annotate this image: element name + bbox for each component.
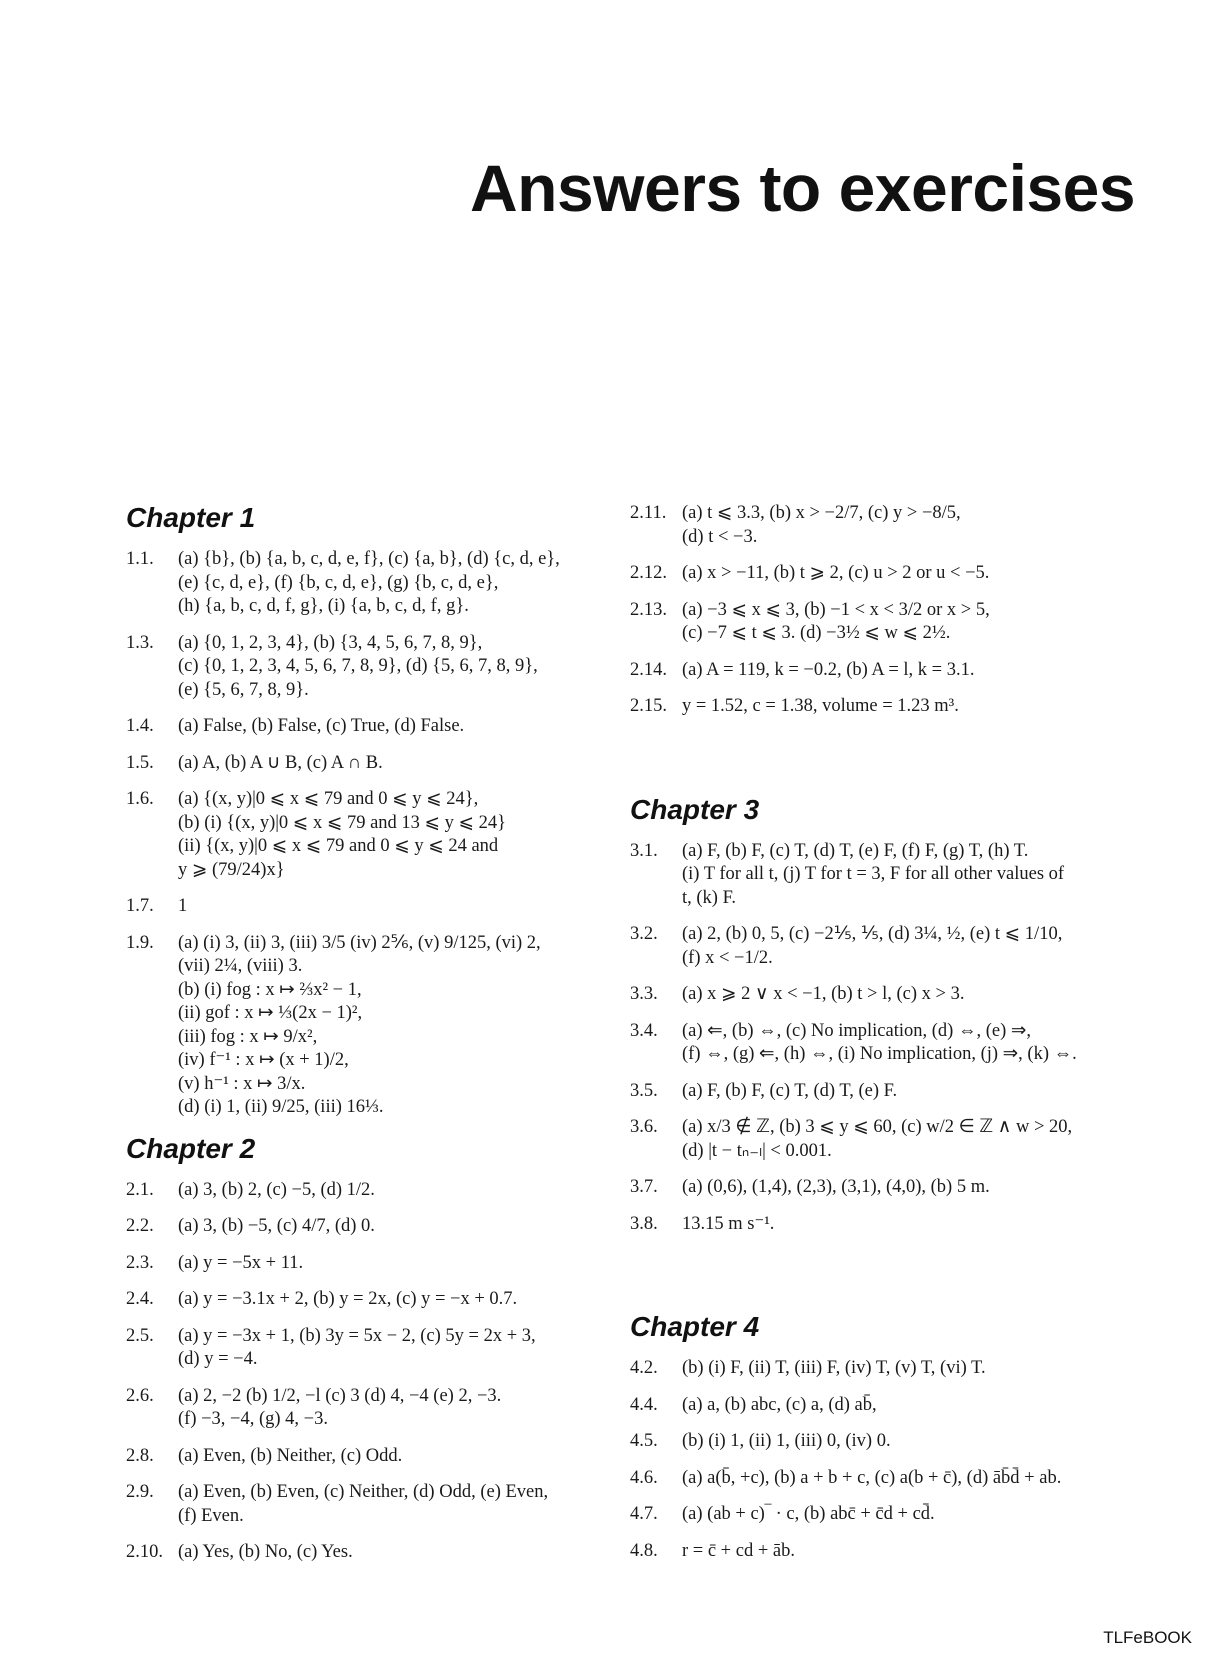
exercise-number: 2.6. <box>126 1385 154 1406</box>
chapter-heading: Chapter 2 <box>126 1132 256 1164</box>
answer-entry <box>126 1179 626 1203</box>
answer-text <box>178 895 626 919</box>
answer-line: (a) 2, −2 (b) 1/2, −l (c) 3 (d) 4, −4 (e) 2, −3. <box>178 1385 502 1406</box>
answer-entry <box>126 895 626 919</box>
answer-line: (c) −7 ⩽ t ⩽ 3. (d) −3½ ⩽ w ⩽ 2½. <box>682 623 951 643</box>
answer-line: (a) y = −3x + 1, (b) 3y = 5x − 2, (c) 5y = 2x + 3, <box>178 1325 536 1346</box>
answer-text <box>682 1116 1130 1163</box>
answer-line: (d) t < −3. <box>682 526 758 547</box>
answer-text <box>682 923 1130 970</box>
exercise-number: 3.8. <box>630 1213 658 1234</box>
answer-line: (f) x < −1/2. <box>682 947 773 968</box>
answer-line: (a) {0, 1, 2, 3, 4}, (b) {3, 4, 5, 6, 7, 8, 9}, <box>178 632 483 653</box>
answer-line: (iv) f⁻¹ : x ↦ (x + 1)/2, <box>178 1050 349 1070</box>
answer-entry <box>630 1116 1130 1163</box>
answer-line: 13.15 m s⁻¹. <box>682 1213 775 1234</box>
answer-entry <box>126 1541 626 1565</box>
answer-entry <box>126 1215 626 1239</box>
exercise-number: 1.3. <box>126 632 154 653</box>
answer-text <box>682 983 1130 1007</box>
exercise-number: 2.8. <box>126 1445 154 1466</box>
exercise-number: 2.4. <box>126 1289 154 1309</box>
exercise-number: 1.6. <box>126 789 154 809</box>
exercise-number: 3.3. <box>630 984 658 1004</box>
answer-line: (ii) {(x, y)|0 ⩽ x ⩽ 79 and 0 ⩽ y ⩽ 24 and <box>178 836 499 856</box>
answer-text <box>682 1467 1130 1491</box>
chapter-heading: Chapter 3 <box>630 793 760 825</box>
answer-entry <box>630 1080 1130 1104</box>
footer-watermark: TLFeBOOK <box>1103 1628 1192 1647</box>
answer-entry <box>630 1357 1130 1381</box>
exercise-number: 2.2. <box>126 1216 154 1236</box>
answer-entry <box>630 840 1130 911</box>
answer-text <box>682 1176 1130 1200</box>
answer-text <box>682 1020 1130 1067</box>
answer-text <box>682 1394 1130 1418</box>
answer-entry <box>126 932 626 1120</box>
exercise-number: 1.9. <box>126 932 154 953</box>
answer-text <box>682 1430 1130 1454</box>
answer-text <box>682 1080 1130 1104</box>
left-column <box>126 502 626 1578</box>
answer-text <box>682 599 1130 646</box>
answer-line: (b) (i) fog : x ↦ ⅔x² − 1, <box>178 979 362 1000</box>
answer-line: (a) 3, (b) −5, (c) 4/7, (d) 0. <box>178 1216 375 1236</box>
exercise-number: 1.4. <box>126 716 154 736</box>
answer-text <box>178 548 626 619</box>
answer-line: (a) a(b̄, +c), (b) a + b + c, (c) a(b + c̄), (d) āb̄d̄ + ab. <box>682 1467 1062 1488</box>
answer-entry <box>126 632 626 703</box>
answer-entry <box>630 695 1130 719</box>
exercise-number: 4.7. <box>630 1504 658 1524</box>
answer-text <box>178 1252 626 1276</box>
answer-line: (f) −3, −4, (g) 4, −3. <box>178 1409 328 1429</box>
answer-line: (d) y = −4. <box>178 1349 258 1369</box>
answer-entry <box>126 788 626 882</box>
exercise-number: 4.4. <box>630 1394 658 1415</box>
exercise-number: 4.2. <box>630 1358 658 1378</box>
answer-entry <box>630 659 1130 683</box>
answer-line: (a) 2, (b) 0, 5, (c) −2⅕, ⅕, (d) 3¼, ½, (e) t ⩽ 1/10, <box>682 924 1063 944</box>
answer-text <box>178 932 626 1120</box>
answer-text <box>682 1540 1130 1564</box>
answer-text <box>178 1288 626 1312</box>
answer-entry <box>126 752 626 776</box>
answer-line: (a) {b}, (b) {a, b, c, d, e, f}, (c) {a, b}, (d) {c, d, e}, <box>178 549 560 569</box>
answer-entry <box>126 1288 626 1312</box>
exercise-number: 3.1. <box>630 840 658 861</box>
answer-line: (a) x ⩾ 2 ∨ x < −1, (b) t > l, (c) x > 3. <box>682 984 965 1004</box>
answer-line: (b) (i) F, (ii) T, (iii) F, (iv) T, (v) T, (vi) T. <box>682 1358 986 1378</box>
exercise-number: 1.5. <box>126 752 154 773</box>
answer-entry <box>126 1325 626 1372</box>
answer-text <box>178 1325 626 1372</box>
exercise-number: 4.6. <box>630 1467 658 1488</box>
answer-line: y = 1.52, c = 1.38, volume = 1.23 m³. <box>682 696 959 716</box>
answer-line: (a) F, (b) F, (c) T, (d) T, (e) F, (f) F, (g) T, (h) T. <box>682 840 1029 861</box>
exercise-number: 3.6. <box>630 1117 658 1137</box>
answer-entry <box>630 1467 1130 1491</box>
answer-entry <box>630 1430 1130 1454</box>
answer-entry <box>630 1213 1130 1237</box>
exercise-number: 1.1. <box>126 549 154 569</box>
answer-line: (a) False, (b) False, (c) True, (d) False. <box>178 716 465 736</box>
answer-entry <box>630 1503 1130 1527</box>
exercise-number: 3.5. <box>630 1080 658 1101</box>
answer-text <box>178 1445 626 1469</box>
answer-entry <box>126 548 626 619</box>
answer-line: 1 <box>178 896 188 916</box>
answer-line: y ⩾ (79/24)x} <box>178 859 285 880</box>
answer-line: (f) Even. <box>178 1505 244 1526</box>
answer-text <box>178 632 626 703</box>
answer-line: r = c̄ + cd + āb. <box>682 1540 795 1561</box>
answer-text <box>682 840 1130 911</box>
answer-text <box>178 1215 626 1239</box>
answer-text <box>178 1541 626 1565</box>
answer-entry <box>126 1385 626 1432</box>
answer-line: (e) {c, d, e}, (f) {b, c, d, e}, (g) {b, c, d, e}, <box>178 572 499 593</box>
answer-line: (e) {5, 6, 7, 8, 9}. <box>178 679 309 700</box>
answer-text <box>178 1385 626 1432</box>
chapter-heading: Chapter 1 <box>126 502 256 533</box>
answer-line: (a) (ab + c)‾ · c, (b) abc̄ + c̄d + cd̄. <box>682 1504 935 1524</box>
answer-entry <box>630 1176 1130 1200</box>
answer-text <box>682 659 1130 683</box>
answer-entry <box>630 983 1130 1007</box>
exercise-number: 3.2. <box>630 924 658 944</box>
answer-entry <box>126 1445 626 1469</box>
answer-line: (i) T for all t, (j) T for t = 3, F for all other values of <box>682 864 1065 884</box>
answer-entry <box>630 562 1130 586</box>
right-column <box>630 502 1130 1576</box>
exercise-number: 2.10. <box>126 1542 163 1562</box>
answer-line: (a) F, (b) F, (c) T, (d) T, (e) F. <box>682 1080 898 1101</box>
answer-line: (a) Even, (b) Neither, (c) Odd. <box>178 1445 403 1466</box>
answer-entry <box>630 1540 1130 1564</box>
exercise-number: 2.13. <box>630 599 667 620</box>
exercise-number: 1.7. <box>126 896 154 916</box>
exercise-number: 3.4. <box>630 1020 658 1041</box>
answer-text <box>682 695 1130 719</box>
answer-line: (a) x > −11, (b) t ⩾ 2, (c) u > 2 or u < −5. <box>682 563 990 583</box>
answer-entry <box>630 923 1130 970</box>
answer-line: (v) h⁻¹ : x ↦ 3/x. <box>178 1073 306 1094</box>
exercise-number: 2.15. <box>630 696 667 716</box>
answer-text <box>178 788 626 882</box>
exercise-number: 4.5. <box>630 1431 658 1451</box>
exercise-number: 2.9. <box>126 1482 154 1502</box>
answer-text <box>682 562 1130 586</box>
answer-entry <box>630 1394 1130 1418</box>
answer-line: (a) y = −5x + 11. <box>178 1252 304 1273</box>
answer-line: (a) −3 ⩽ x ⩽ 3, (b) −1 < x < 3/2 or x > 5, <box>682 599 990 620</box>
answer-line: (iii) fog : x ↦ 9/x², <box>178 1026 318 1047</box>
answer-text <box>178 1481 626 1528</box>
page-title: Answers to exercises <box>470 151 1136 225</box>
answer-entry <box>126 1481 626 1528</box>
answer-line: (b) (i) {(x, y)|0 ⩽ x ⩽ 79 and 13 ⩽ y ⩽ 24} <box>178 812 507 833</box>
answer-line: (a) (0,6), (1,4), (2,3), (3,1), (4,0), (b) 5 m. <box>682 1177 990 1197</box>
answer-line: (h) {a, b, c, d, f, g}, (i) {a, b, c, d, f, g}. <box>178 596 469 616</box>
answer-line: (a) Yes, (b) No, (c) Yes. <box>178 1542 353 1562</box>
answer-line: (a) t ⩽ 3.3, (b) x > −2/7, (c) y > −8/5, <box>682 503 961 523</box>
exercise-number: 3.7. <box>630 1177 658 1197</box>
answer-line: (a) A, (b) A ∪ B, (c) A ∩ B. <box>178 752 383 773</box>
exercise-number: 2.14. <box>630 659 667 680</box>
answer-line: (d) |t − tₙ₋ₗ| < 0.001. <box>682 1140 832 1161</box>
answer-line: (a) Even, (b) Even, (c) Neither, (d) Odd, (e) Even, <box>178 1482 549 1502</box>
answer-text <box>682 1213 1130 1237</box>
answer-line: (a) ⇐, (b) ⇔, (c) No implication, (d) ⇔, (e) ⇒, <box>682 1020 1031 1041</box>
answer-text <box>178 715 626 739</box>
answer-entry <box>630 1020 1130 1067</box>
answer-line: (a) {(x, y)|0 ⩽ x ⩽ 79 and 0 ⩽ y ⩽ 24}, <box>178 789 479 809</box>
exercise-number: 2.12. <box>630 563 667 583</box>
answer-text <box>178 1179 626 1203</box>
answer-text <box>682 1503 1130 1527</box>
answer-text <box>178 752 626 776</box>
answer-line: (f) ⇔, (g) ⇐, (h) ⇔, (i) No implication, (j) ⇒, (k) ⇔. <box>682 1044 1077 1064</box>
exercise-number: 2.3. <box>126 1252 154 1273</box>
answer-line: (a) A = 119, k = −0.2, (b) A = l, k = 3.1. <box>682 659 975 680</box>
answer-entry <box>630 502 1130 549</box>
answer-line: (c) {0, 1, 2, 3, 4, 5, 6, 7, 8, 9}, (d) {5, 6, 7, 8, 9}, <box>178 656 538 676</box>
answer-entry <box>126 1252 626 1276</box>
answer-line: (ii) gof : x ↦ ⅓(2x − 1)², <box>178 1003 363 1023</box>
exercise-number: 2.11. <box>630 503 667 523</box>
exercise-number: 2.1. <box>126 1179 154 1200</box>
answer-line: (d) (i) 1, (ii) 9/25, (iii) 16⅓. <box>178 1097 384 1117</box>
answer-line: (a) 3, (b) 2, (c) −5, (d) 1/2. <box>178 1179 375 1200</box>
answer-entry <box>630 599 1130 646</box>
answer-line: (a) y = −3.1x + 2, (b) y = 2x, (c) y = −x + 0.7. <box>178 1289 518 1309</box>
exercise-number: 4.8. <box>630 1540 658 1561</box>
answer-line: (a) (i) 3, (ii) 3, (iii) 3/5 (iv) 2⅚, (v) 9/125, (vi) 2, <box>178 932 541 953</box>
answer-line: t, (k) F. <box>682 887 737 908</box>
answer-line: (vii) 2¼, (viii) 3. <box>178 956 303 976</box>
answer-line: (a) x/3 ∉ ℤ, (b) 3 ⩽ y ⩽ 60, (c) w/2 ∈ ℤ ∧ w > 20, <box>682 1117 1073 1137</box>
answer-line: (b) (i) 1, (ii) 1, (iii) 0, (iv) 0. <box>682 1431 891 1451</box>
answer-line: (a) a, (b) abc, (c) a, (d) ab̄, <box>682 1394 877 1415</box>
answer-text <box>682 502 1130 549</box>
answer-text <box>682 1357 1130 1381</box>
chapter-heading: Chapter 4 <box>630 1311 760 1342</box>
exercise-number: 2.5. <box>126 1325 154 1346</box>
answer-entry <box>126 715 626 739</box>
